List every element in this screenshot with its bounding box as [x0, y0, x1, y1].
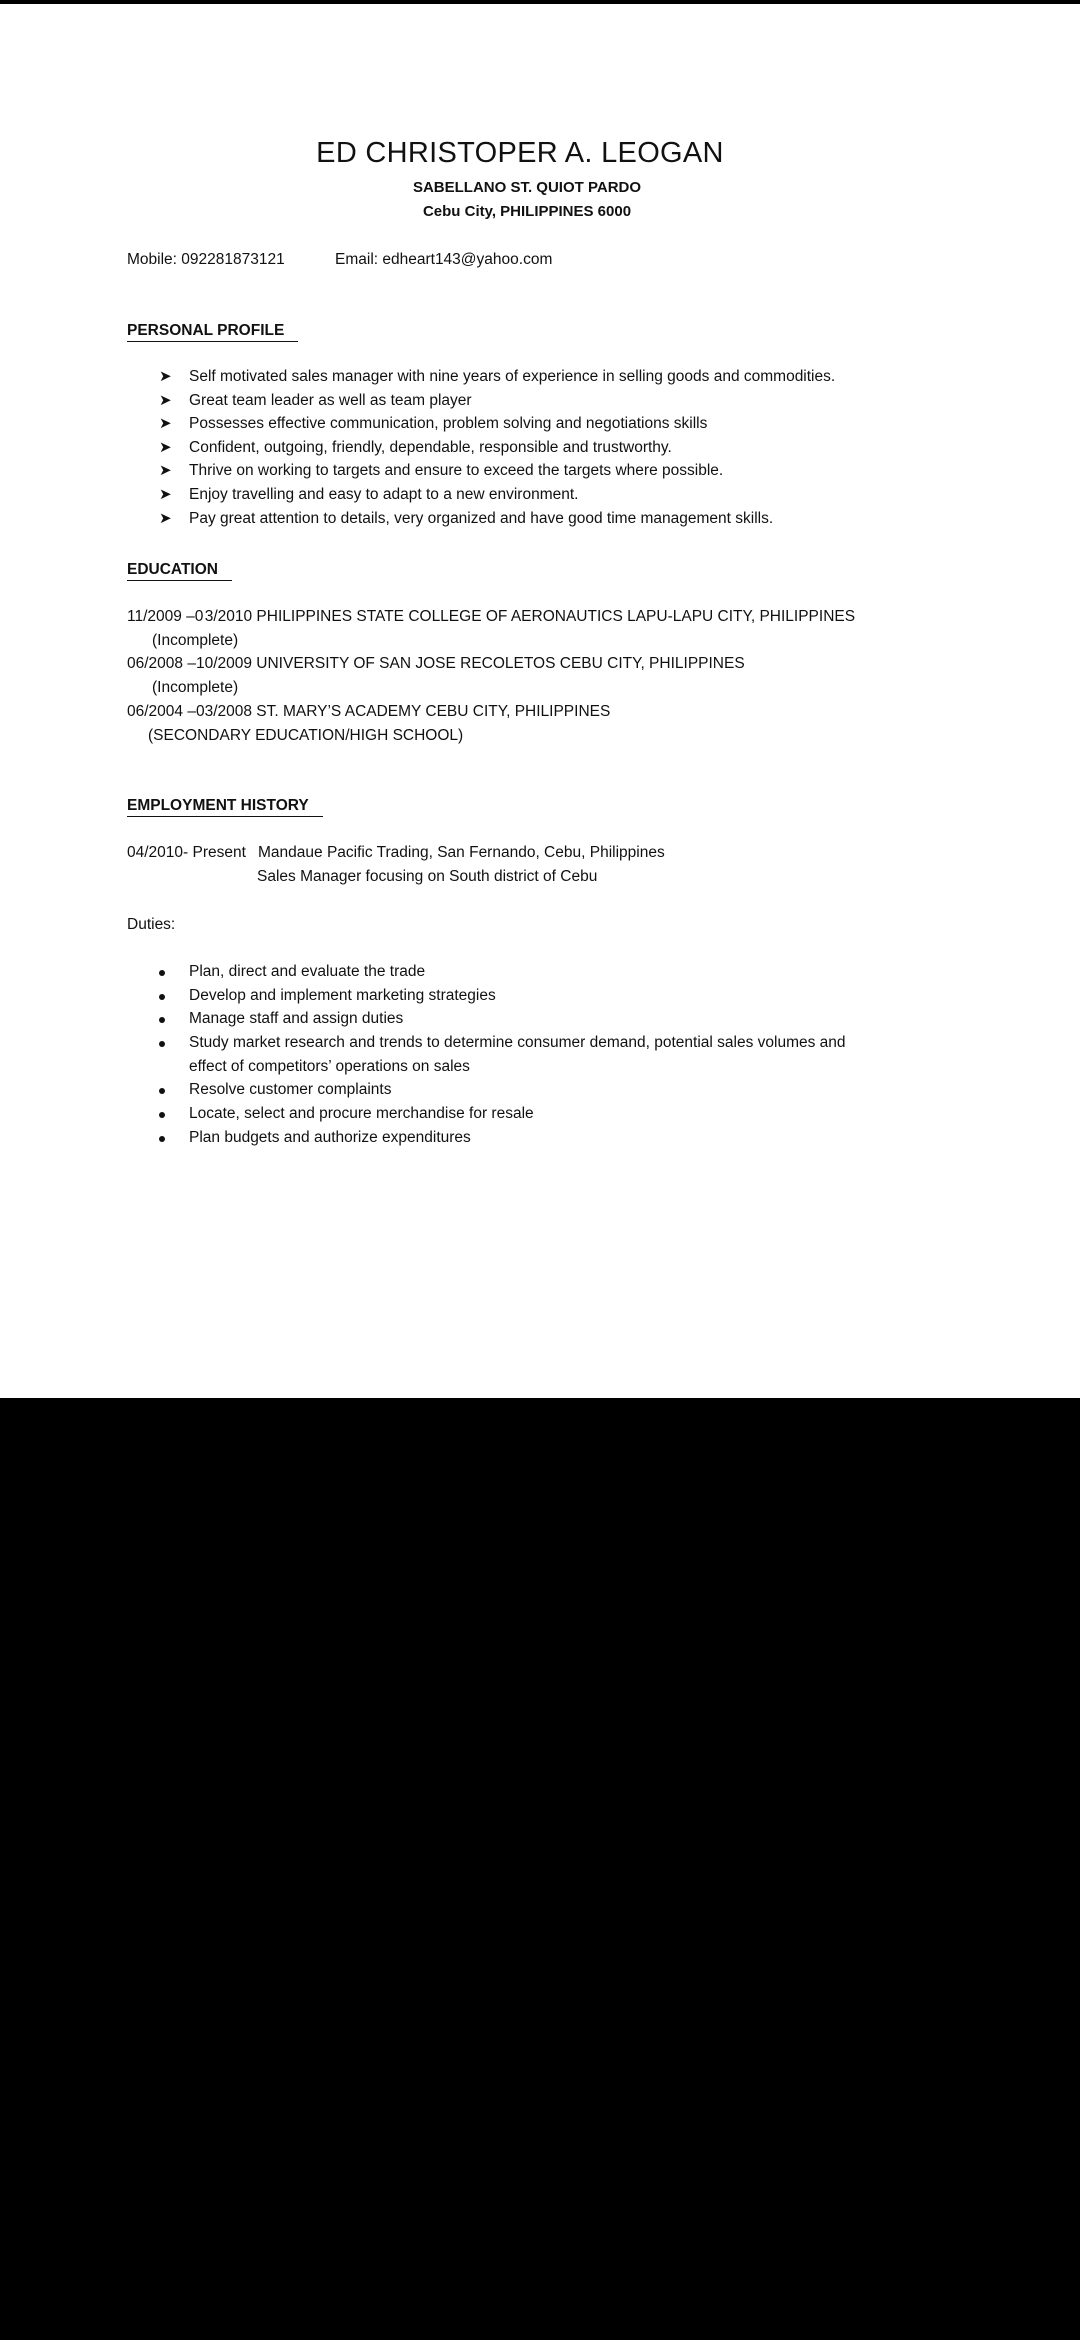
- bullet-dot-icon: [159, 1088, 165, 1094]
- arrow-bullet-icon: ➤: [159, 439, 172, 456]
- arrow-bullet-icon: ➤: [159, 415, 172, 432]
- duty-item: Plan, direct and evaluate the trade: [189, 963, 426, 980]
- email-address: Email: edheart143@yahoo.com: [335, 251, 553, 268]
- employment-period: 04/2010- Present: [127, 844, 246, 861]
- profile-item: Great team leader as well as team player: [189, 392, 472, 409]
- education-entry: 06/2004 –03/2008 ST. MARY’S ACADEMY CEBU CITY, PHILIPPINES: [127, 703, 611, 720]
- profile-item: Self motivated sales manager with nine years of experience in selling goods and commodities.: [189, 368, 836, 385]
- duty-item: Locate, select and procure merchandise for resale: [189, 1105, 534, 1122]
- education-entry: 11/2009 –0 3/2010 PHILIPPINES STATE COLLEGE OF AERONAUTICS LAPU-LAPU CITY, PHILIPPINES: [127, 608, 856, 625]
- education-note: (Incomplete): [152, 632, 239, 649]
- profile-item: Thrive on working to targets and ensure to exceed the targets where possible.: [189, 462, 724, 479]
- education-note: (Incomplete): [152, 679, 239, 696]
- bullet-dot-icon: [159, 970, 165, 976]
- profile-item: Enjoy travelling and easy to adapt to a new environment.: [189, 486, 579, 503]
- bullet-dot-icon: [159, 1136, 165, 1142]
- arrow-bullet-icon: ➤: [159, 368, 172, 385]
- arrow-bullet-icon: ➤: [159, 462, 172, 479]
- mobile-number: Mobile: 092281873121: [127, 251, 285, 268]
- applicant-name: ED CHRISTOPER A. LEOGAN: [316, 137, 724, 169]
- profile-item: Pay great attention to details, very organized and have good time management skills.: [189, 510, 774, 527]
- arrow-bullet-icon: ➤: [159, 392, 172, 409]
- employment-role: Sales Manager focusing on South district of Cebu: [257, 868, 598, 885]
- duty-item: Develop and implement marketing strategies: [189, 987, 496, 1004]
- duty-item-continuation: effect of competitors’ operations on sales: [189, 1058, 470, 1075]
- arrow-bullet-icon: ➤: [159, 486, 172, 503]
- education-heading: EDUCATION: [127, 560, 232, 581]
- arrow-bullet-icon: ➤: [159, 510, 172, 527]
- education-note: (SECONDARY EDUCATION/HIGH SCHOOL): [148, 727, 464, 744]
- education-entry: 06/2008 –10/2009 UNIVERSITY OF SAN JOSE RECOLETOS CEBU CITY, PHILIPPINES: [127, 655, 745, 672]
- bullet-dot-icon: [159, 1017, 165, 1023]
- employment-company: Mandaue Pacific Trading, San Fernando, Cebu, Philippines: [258, 844, 665, 861]
- address-line-2: Cebu City, PHILIPPINES 6000: [422, 203, 632, 220]
- duty-item: Resolve customer complaints: [189, 1081, 392, 1098]
- employment-heading: EMPLOYMENT HISTORY: [127, 796, 323, 817]
- duties-label: Duties:: [127, 916, 176, 933]
- duty-item: Study market research and trends to determine consumer demand, potential sales volumes and: [189, 1034, 846, 1051]
- address-line-1: SABELLANO ST. QUIOT PARDO: [412, 179, 642, 196]
- bullet-dot-icon: [159, 1041, 165, 1047]
- profile-item: Possesses effective communication, problem solving and negotiations skills: [189, 415, 708, 432]
- profile-item: Confident, outgoing, friendly, dependable, responsible and trustworthy.: [189, 439, 672, 456]
- personal-profile-heading: PERSONAL PROFILE: [127, 321, 298, 342]
- duty-item: Plan budgets and authorize expenditures: [189, 1129, 471, 1146]
- duty-item: Manage staff and assign duties: [189, 1010, 404, 1027]
- bullet-dot-icon: [159, 1112, 165, 1118]
- bullet-dot-icon: [159, 994, 165, 1000]
